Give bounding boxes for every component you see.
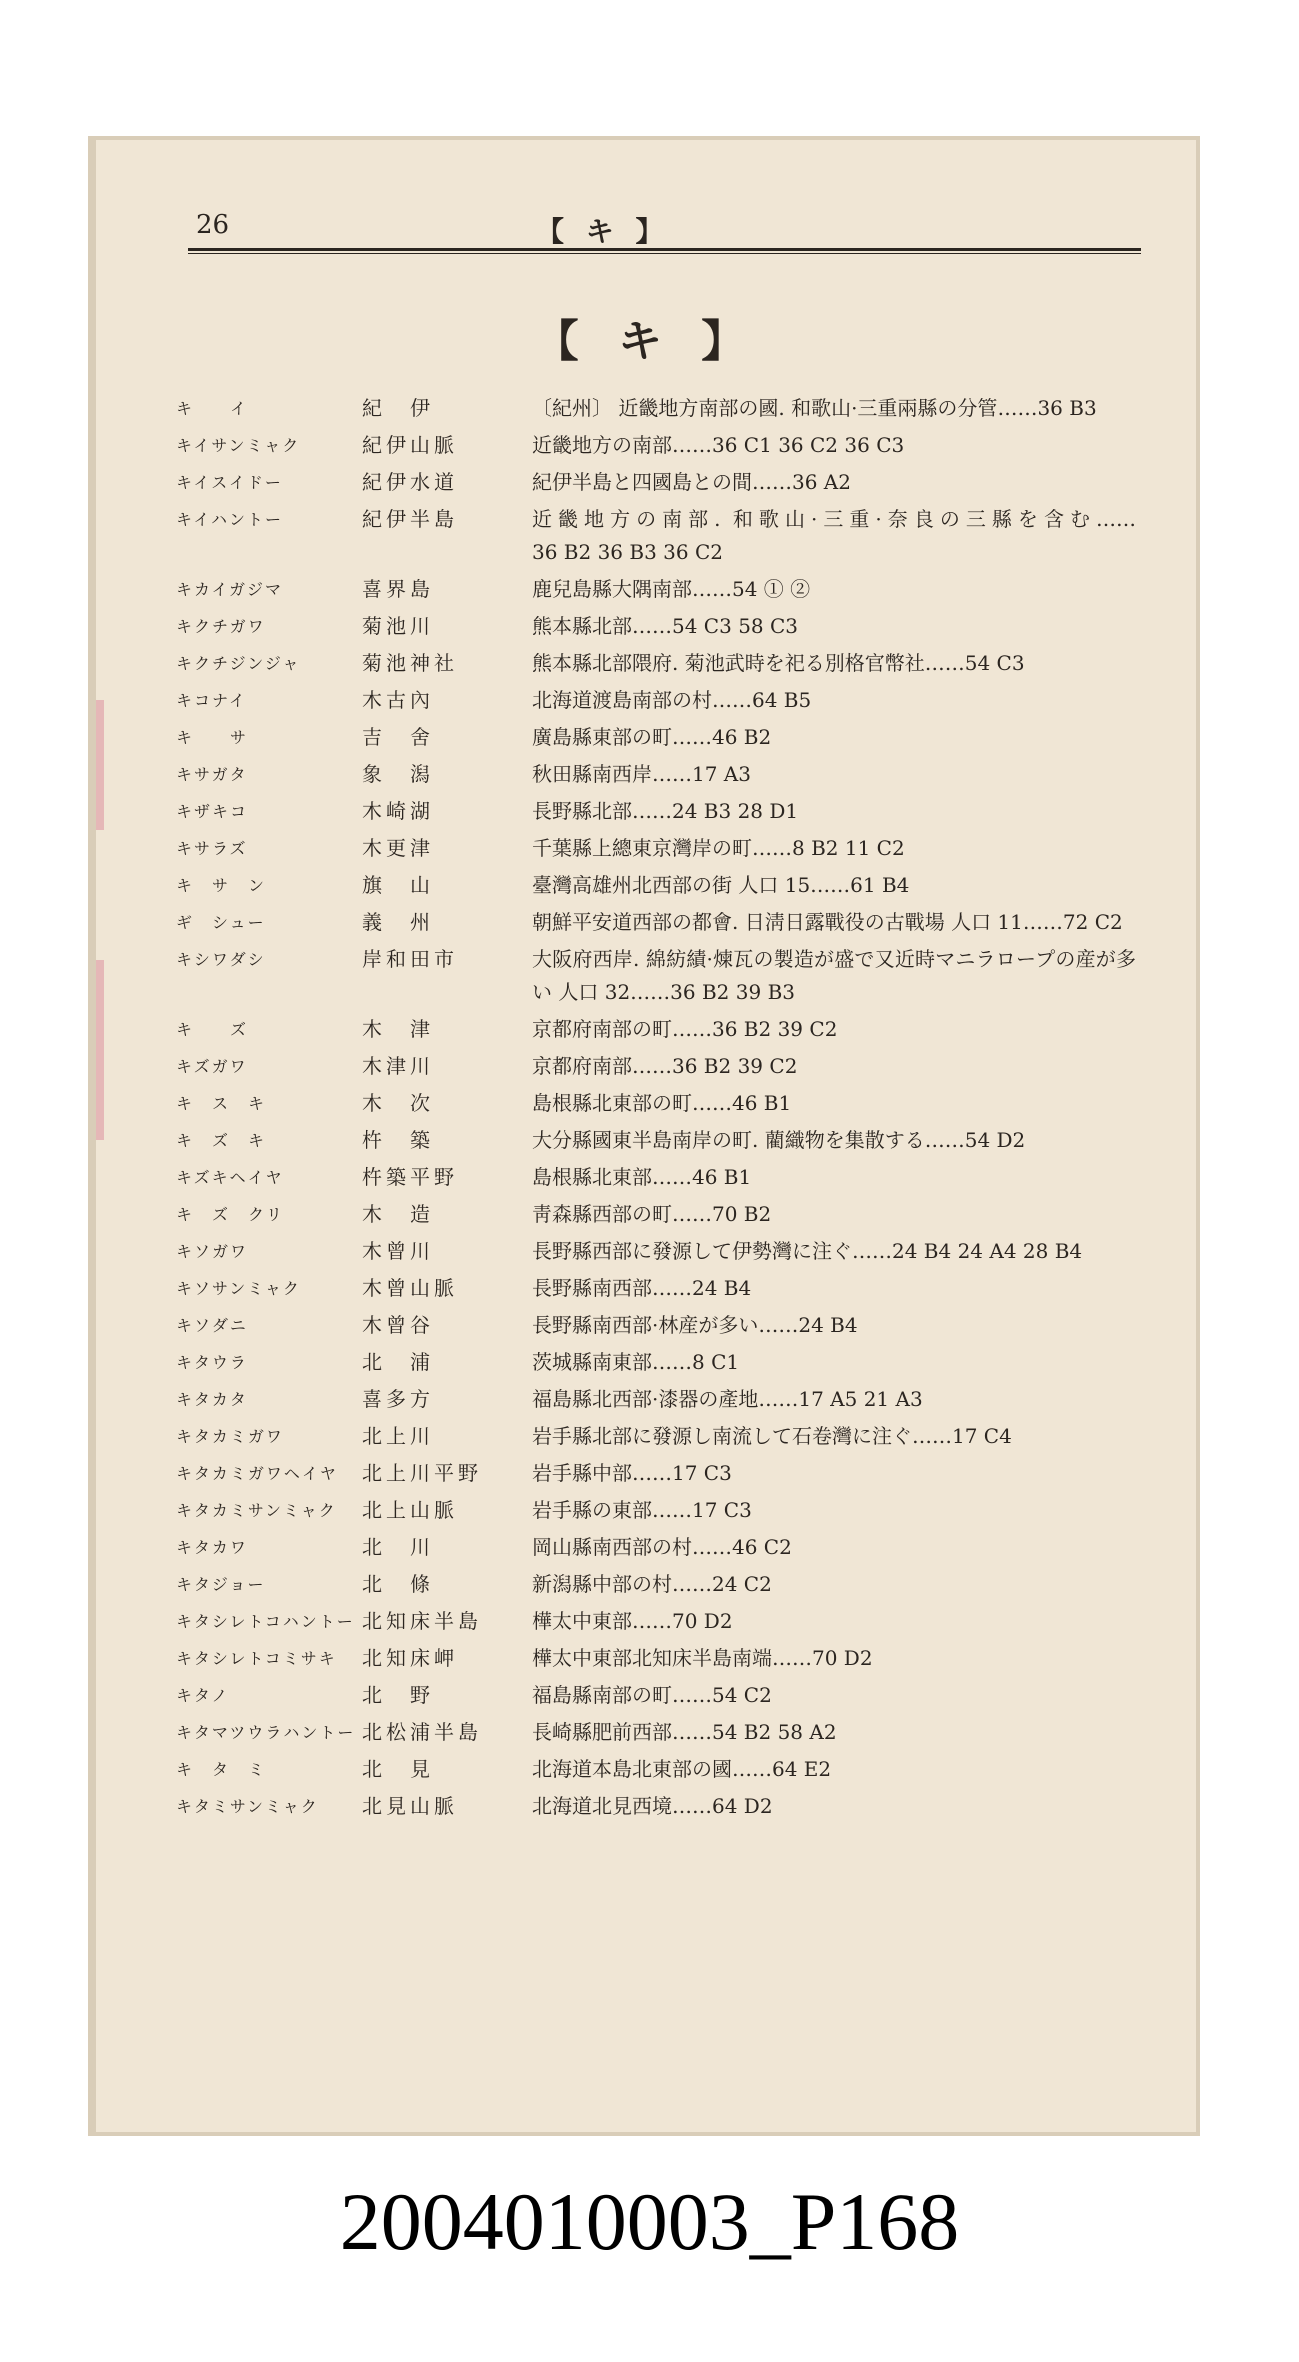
entry-text: 廣島縣東部の町: [532, 725, 672, 749]
entry-row: [176, 1346, 1136, 1379]
entry-map-reference: 54 C3: [964, 651, 1025, 675]
entry-description: 樺太中東部……70 D2: [532, 1609, 733, 1633]
entry-description: 近畿地方の南部……36 C1 36 C2 36 C3: [532, 433, 905, 457]
entry-kanji: 岸和田市: [362, 947, 458, 971]
entry-kanji: 木津川: [362, 1054, 434, 1078]
entry-map-reference: 54 ① ②: [732, 577, 811, 601]
entry-map-reference: 36 C1 36 C2 36 C3: [712, 433, 905, 457]
entry-map-reference: 36 B2 39 B3: [670, 980, 795, 1004]
entry-text: 京都府南部: [532, 1054, 632, 1078]
gazetteer-entries: [176, 392, 1136, 1827]
image-caption: 2004010003_P168: [339, 2176, 960, 2267]
entry-description: 廣島縣東部の町……46 B2: [532, 725, 772, 749]
header-rule-thin: [188, 253, 1141, 254]
entry-text: 京都府南部の町: [532, 1017, 672, 1041]
entry-kanji: 義 州: [362, 910, 434, 934]
entry-kana: キ サ: [176, 728, 249, 747]
entry-description: 北海道渡島南部の村……64 B5: [532, 688, 812, 712]
entry-row: [176, 869, 1136, 902]
entry-description: 島根縣北東部の町……46 B1: [532, 1091, 792, 1115]
entry-kana: キソサンミャク: [176, 1279, 301, 1298]
entry-description: 北海道北見西境……64 D2: [532, 1794, 773, 1818]
entry-map-reference: 46 B1: [692, 1165, 752, 1189]
entry-text: 鹿兒島縣大隅南部: [532, 577, 692, 601]
entry-kana: キイハントー: [176, 510, 284, 529]
entry-kanji: 北上山脈: [362, 1498, 458, 1522]
entry-kanji: 木古內: [362, 688, 434, 712]
entry-kanji: 北 浦: [362, 1350, 434, 1374]
entry-row: [176, 795, 1136, 828]
entry-kana: キクチジンジャ: [176, 654, 301, 673]
entry-text: 長野縣北部: [532, 799, 632, 823]
page-number: 26: [196, 210, 230, 240]
entry-row: [176, 429, 1136, 462]
running-head: 【 キ 】: [536, 215, 670, 248]
entry-map-reference: 17 A5 21 A3: [798, 1387, 923, 1411]
entry-kana: キ ズ クリ: [176, 1205, 285, 1224]
entry-map-reference: 8 B2 11 C2: [792, 836, 905, 860]
entry-map-reference: 54 D2: [964, 1128, 1026, 1152]
entry-map-reference: 36 A2: [792, 470, 851, 494]
entry-description: 茨城縣南東部……8 C1: [532, 1350, 740, 1374]
entry-map-reference: 36 B2 36 B3 36 C2: [532, 540, 724, 564]
entry-text: 〔紀州〕 近畿地方南部の國. 和歌山·三重兩縣の分管: [532, 396, 998, 420]
entry-description: 岡山縣南西部の村……46 C2: [532, 1535, 792, 1559]
entry-text: 大分縣國東半島南岸の町. 藺織物を集散する: [532, 1128, 925, 1152]
entry-map-reference: 17 C4: [952, 1424, 1012, 1448]
entry-description: 紀伊半島と四國島との間……36 A2: [532, 470, 851, 494]
entry-kanji: 旗 山: [362, 873, 434, 897]
entry-row: [176, 1642, 1136, 1675]
entry-description: 長崎縣肥前西部……54 B2 58 A2: [532, 1720, 837, 1744]
entry-kanji: 木曾川: [362, 1239, 434, 1263]
entry-description: 熊本縣北部隈府. 菊池武時を祀る別格官幣社……54 C3: [532, 651, 1025, 675]
entry-description: 長野縣南西部……24 B4: [532, 1276, 752, 1300]
entry-kana: キイサンミャク: [176, 436, 301, 455]
entry-row: [176, 1494, 1136, 1527]
entry-kanji: 木 次: [362, 1091, 434, 1115]
entry-row: [176, 1124, 1136, 1157]
entry-kana: キズガワ: [176, 1057, 248, 1076]
entry-map-reference: 70 B2: [712, 1202, 772, 1226]
entry-row: [176, 1161, 1136, 1194]
entry-row: [176, 906, 1136, 939]
entry-row: [176, 1420, 1136, 1453]
entry-map-reference: 64 B5: [752, 688, 812, 712]
entry-text: 長野縣西部に發源して伊勢灣に注ぐ: [532, 1239, 852, 1263]
entry-map-reference: 36 B2 39 C2: [712, 1017, 838, 1041]
entry-text: 熊本縣北部: [532, 614, 632, 638]
entry-row: [176, 1679, 1136, 1712]
entry-description: 大阪府西岸. 綿紡績·煉瓦の製造が盛で又近時マニラロープの産が多い 人口 32……36 B2 39 B3: [532, 947, 1136, 1004]
entry-kana: キタシレトコハントー: [176, 1612, 355, 1631]
entry-kanji: 北上川: [362, 1424, 434, 1448]
entry-kanji: 菊池神社: [362, 651, 458, 675]
entry-map-reference: 61 B4: [850, 873, 910, 897]
entry-row: [176, 684, 1136, 717]
entry-map-reference: 46 B2: [712, 725, 772, 749]
entry-kana: キクチガワ: [176, 617, 266, 636]
entry-kana: キ ズ キ: [176, 1131, 267, 1150]
entry-description: 〔紀州〕 近畿地方南部の國. 和歌山·三重兩縣の分管……36 B3: [532, 396, 1097, 420]
entry-description: 北海道本島北東部の國……64 E2: [532, 1757, 832, 1781]
entry-kana: キタカミガワヘイヤ: [176, 1464, 338, 1483]
entry-text: 岩手縣中部: [532, 1461, 632, 1485]
entry-map-reference: 54 C3 58 C3: [672, 614, 799, 638]
entry-kana: キズキヘイヤ: [176, 1168, 284, 1187]
entry-kanji: 紀伊山脈: [362, 433, 458, 457]
entry-kanji: 紀 伊: [362, 396, 434, 420]
entry-kanji: 象 潟: [362, 762, 434, 786]
entry-map-reference: 24 B4 24 A4 28 B4: [892, 1239, 1083, 1263]
entry-text: 靑森縣西部の町: [532, 1202, 672, 1226]
entry-kana: キタシレトコミサキ: [176, 1649, 337, 1668]
entry-kanji: 北知床岬: [362, 1646, 458, 1670]
entry-row: [176, 1457, 1136, 1490]
entry-kanji: 紀伊半島: [362, 507, 458, 531]
entry-map-reference: 17 A3: [692, 762, 751, 786]
entry-row: [176, 758, 1136, 791]
entry-description: 福島縣北西部·漆器の產地……17 A5 21 A3: [532, 1387, 923, 1411]
entry-description: 岩手縣北部に發源し南流して石卷灣に注ぐ……17 C4: [532, 1424, 1012, 1448]
entry-kana: キタウラ: [176, 1353, 248, 1372]
entry-kanji: 杵 築: [362, 1128, 434, 1152]
entry-row: [176, 1013, 1136, 1046]
entry-kanji: 北 川: [362, 1535, 434, 1559]
entry-kana: キ ス キ: [176, 1094, 267, 1113]
entry-description: 大分縣國東半島南岸の町. 藺織物を集散する……54 D2: [532, 1128, 1026, 1152]
entry-kana: キタカタ: [176, 1390, 248, 1409]
entry-kanji: 木曾山脈: [362, 1276, 458, 1300]
entry-kana: ギ シュー: [176, 913, 266, 932]
entry-kanji: 喜界島: [362, 577, 434, 601]
entry-kana: キサガタ: [176, 765, 248, 784]
entry-kana: キシワダシ: [176, 950, 266, 969]
entry-kana: キ サ ン: [176, 876, 267, 895]
stain-mark: [96, 700, 104, 830]
entry-kanji: 北見山脈: [362, 1794, 458, 1818]
entry-kana: キタカミガワ: [176, 1427, 284, 1446]
entry-text: 島根縣北東部: [532, 1165, 652, 1189]
entry-kana: キザキコ: [176, 802, 249, 821]
stain-mark: [96, 960, 104, 1140]
entry-text: 長野縣南西部·林産が多い: [532, 1313, 759, 1337]
entry-row: [176, 503, 1136, 569]
entry-description: 千葉縣上總東京灣岸の町……8 B2 11 C2: [532, 836, 905, 860]
section-title: 【 キ 】: [534, 316, 758, 367]
entry-row: [176, 1309, 1136, 1342]
entry-kanji: 吉 舍: [362, 725, 434, 749]
entry-kana: キコナイ: [176, 691, 247, 710]
entry-row: [176, 1753, 1136, 1786]
header-rule: [188, 248, 1141, 251]
entry-description: 新潟縣中部の村……24 C2: [532, 1572, 772, 1596]
entry-kana: キ タ ミ: [176, 1760, 267, 1779]
entry-row: [176, 1790, 1136, 1823]
entry-text: 樺太中東部: [532, 1609, 632, 1633]
entry-row: [176, 1383, 1136, 1416]
entry-map-reference: 17 C3: [672, 1461, 732, 1485]
entry-description: 秋田縣南西岸……17 A3: [532, 762, 751, 786]
entry-text: 朝鮮平安道西部の都會. 日淸日露戰役の古戰場 人口 11: [532, 910, 1023, 934]
entry-kanji: 木更津: [362, 836, 434, 860]
entry-row: [176, 1568, 1136, 1601]
entry-text: 近畿地方の南部: [532, 433, 672, 457]
entry-text: 福島縣南部の町: [532, 1683, 672, 1707]
entry-kanji: 木曾谷: [362, 1313, 434, 1337]
entry-text: 臺灣高雄州北西部の街 人口 15: [532, 873, 811, 897]
entry-description: 島根縣北東部……46 B1: [532, 1165, 752, 1189]
entry-kanji: 木 造: [362, 1202, 434, 1226]
entry-text: 長崎縣肥前西部: [532, 1720, 672, 1744]
entry-map-reference: 64 E2: [772, 1757, 832, 1781]
entry-kana: キタカミサンミャク: [176, 1501, 337, 1520]
entry-kana: キソダニ: [176, 1316, 248, 1335]
entry-row: [176, 1531, 1136, 1564]
entry-kanji: 北 條: [362, 1572, 434, 1596]
entry-text: 新潟縣中部の村: [532, 1572, 672, 1596]
entry-kanji: 木崎湖: [362, 799, 434, 823]
entry-text: 熊本縣北部隈府. 菊池武時を祀る別格官幣社: [532, 651, 925, 675]
entry-row: [176, 721, 1136, 754]
entry-description: 熊本縣北部……54 C3 58 C3: [532, 614, 799, 638]
entry-kana: キタマツウラハントー: [176, 1723, 356, 1742]
entry-text: 北海道本島北東部の國: [532, 1757, 732, 1781]
entry-kana: キサラズ: [176, 839, 248, 858]
entry-map-reference: 24 B4: [798, 1313, 858, 1337]
entry-description: 長野縣北部……24 B3 28 D1: [532, 799, 799, 823]
entry-description: 京都府南部……36 B2 39 C2: [532, 1054, 798, 1078]
entry-map-reference: 24 B4: [692, 1276, 752, 1300]
entry-kana: キタカワ: [176, 1538, 248, 1557]
entry-row: [176, 1198, 1136, 1231]
entry-kana: キ ズ: [176, 1020, 249, 1039]
entry-text: 紀伊半島と四國島との間: [532, 470, 752, 494]
entry-map-reference: 36 B2 39 C2: [672, 1054, 798, 1078]
entry-row: [176, 943, 1136, 1009]
entry-text: 樺太中東部北知床半島南端: [532, 1646, 772, 1670]
entry-description: 近畿地方の南部. 和歌山·三重·奈良の三縣を含む……36 B2 36 B3 36 C2: [532, 507, 1136, 564]
entry-row: [176, 1050, 1136, 1083]
entry-map-reference: 36 B3: [1037, 396, 1097, 420]
entry-map-reference: 54 C2: [712, 1683, 772, 1707]
entry-row: [176, 392, 1136, 425]
entry-text: 北海道渡島南部の村: [532, 688, 712, 712]
entry-description: 靑森縣西部の町……70 B2: [532, 1202, 772, 1226]
entry-row: [176, 1605, 1136, 1638]
entry-text: 近畿地方の南部. 和歌山·三重·奈良の三縣を含む: [532, 507, 1096, 531]
entry-description: 臺灣高雄州北西部の街 人口 15……61 B4: [532, 873, 910, 897]
entry-description: 福島縣南部の町……54 C2: [532, 1683, 772, 1707]
entry-map-reference: 17 C3: [692, 1498, 752, 1522]
entry-map-reference: 8 C1: [692, 1350, 740, 1374]
entry-description: 長野縣西部に發源して伊勢灣に注ぐ……24 B4 24 A4 28 B4: [532, 1239, 1083, 1263]
document-page: [96, 140, 1196, 2132]
entry-map-reference: 54 B2 58 A2: [712, 1720, 837, 1744]
entry-description: 長野縣南西部·林産が多い……24 B4: [532, 1313, 858, 1337]
entry-kana: キイスイドー: [176, 473, 283, 492]
entry-kanji: 木 津: [362, 1017, 434, 1041]
entry-map-reference: 64 D2: [712, 1794, 773, 1818]
entry-kanji: 北松浦半島: [362, 1720, 482, 1744]
entry-text: 茨城縣南東部: [532, 1350, 652, 1374]
entry-map-reference: 24 B3 28 D1: [672, 799, 799, 823]
entry-kanji: 喜多方: [362, 1387, 434, 1411]
entry-row: [176, 647, 1136, 680]
entry-kana: キ イ: [176, 399, 249, 418]
entry-map-reference: 46 B1: [732, 1091, 792, 1115]
entry-text: 島根縣北東部の町: [532, 1091, 692, 1115]
entry-text: 岩手縣北部に發源し南流して石卷灣に注ぐ: [532, 1424, 912, 1448]
entry-row: [176, 1087, 1136, 1120]
entry-map-reference: 46 C2: [732, 1535, 792, 1559]
entry-row: [176, 832, 1136, 865]
entry-kanji: 紀伊水道: [362, 470, 458, 494]
entry-map-reference: 70 D2: [672, 1609, 733, 1633]
entry-map-reference: 70 D2: [812, 1646, 873, 1670]
entry-text: 岡山縣南西部の村: [532, 1535, 692, 1559]
entry-map-reference: 24 C2: [712, 1572, 772, 1596]
entry-description: 樺太中東部北知床半島南端……70 D2: [532, 1646, 873, 1670]
entry-row: [176, 1716, 1136, 1749]
entry-kana: キタジョー: [176, 1575, 266, 1594]
entry-text: 長野縣南西部: [532, 1276, 652, 1300]
entry-description: 岩手縣の東部……17 C3: [532, 1498, 752, 1522]
entry-text: 千葉縣上總東京灣岸の町: [532, 836, 752, 860]
entry-description: 鹿兒島縣大隅南部……54 ① ②: [532, 577, 811, 601]
entry-row: [176, 610, 1136, 643]
entry-kana: キタノ: [176, 1686, 230, 1705]
entry-kanji: 北 見: [362, 1757, 434, 1781]
entry-map-reference: 72 C2: [1062, 910, 1123, 934]
entry-kanji: 北知床半島: [362, 1609, 482, 1633]
entry-kanji: 菊池川: [362, 614, 434, 638]
entry-kanji: 北上川平野: [362, 1461, 482, 1485]
entry-description: 岩手縣中部……17 C3: [532, 1461, 732, 1485]
entry-row: [176, 573, 1136, 606]
entry-row: [176, 1235, 1136, 1268]
entry-kana: キソガワ: [176, 1242, 249, 1261]
entry-text: 岩手縣の東部: [532, 1498, 652, 1522]
entry-kana: キタミサンミャク: [176, 1797, 319, 1816]
entry-kanji: 杵築平野: [362, 1165, 458, 1189]
entry-text: 福島縣北西部·漆器の產地: [532, 1387, 759, 1411]
entry-row: [176, 1272, 1136, 1305]
entry-description: 京都府南部の町……36 B2 39 C2: [532, 1017, 838, 1041]
entry-text: 大阪府西岸. 綿紡績·煉瓦の製造が盛で又近時マニラロープの産が多い 人口 32: [532, 947, 1136, 1004]
entry-description: 朝鮮平安道西部の都會. 日淸日露戰役の古戰場 人口 11……72 C2: [532, 910, 1123, 934]
entry-kanji: 北 野: [362, 1683, 434, 1707]
entry-kana: キカイガジマ: [176, 580, 284, 599]
entry-text: 秋田縣南西岸: [532, 762, 652, 786]
entry-row: [176, 466, 1136, 499]
entry-text: 北海道北見西境: [532, 1794, 672, 1818]
